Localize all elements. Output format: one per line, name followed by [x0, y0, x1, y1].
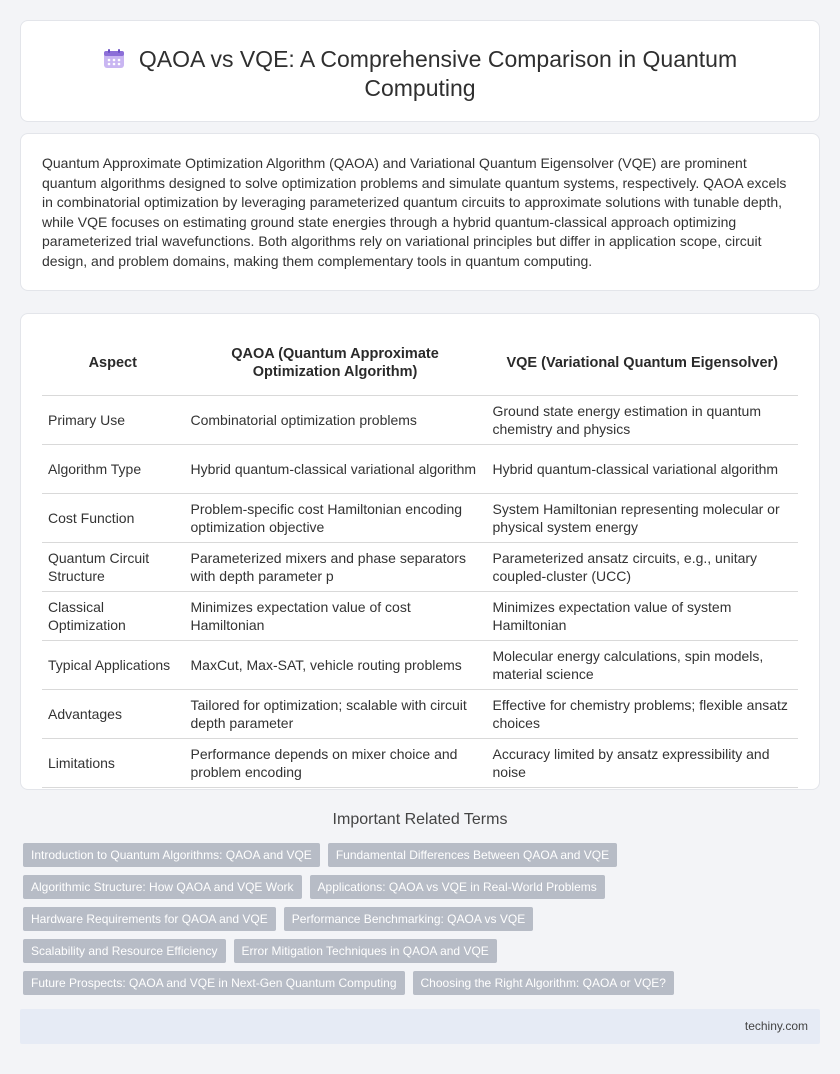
related-term-tag[interactable]: Choosing the Right Algorithm: QAOA or VQE?	[413, 971, 674, 995]
table-row	[42, 395, 798, 444]
comparison-table	[42, 332, 798, 788]
cell-vqe: System Hamiltonian representing molecular or physical system energy	[486, 493, 798, 542]
related-term-tag[interactable]: Hardware Requirements for QAOA and VQE	[23, 907, 276, 931]
comparison-table-card	[20, 313, 820, 790]
intro-card	[20, 133, 820, 291]
title-wrap	[21, 45, 819, 103]
cell-aspect: Classical Optimization	[42, 591, 184, 640]
footer-site-link[interactable]: techiny.com	[744, 1019, 808, 1033]
related-terms-list	[23, 843, 723, 995]
cell-vqe: Accuracy limited by ansatz expressibility and noise	[486, 738, 798, 787]
cell-vqe: Minimizes expectation value of system Hamiltonian	[486, 591, 798, 640]
header-vqe: VQE (Variational Quantum Eigensolver)	[486, 332, 798, 395]
cell-qaoa: MaxCut, Max-SAT, vehicle routing problems	[184, 640, 486, 689]
cell-qaoa: Problem-specific cost Hamiltonian encoding optimization objective	[184, 493, 486, 542]
related-term-tag[interactable]: Introduction to Quantum Algorithms: QAOA and VQE	[23, 843, 320, 867]
related-term-tag[interactable]: Error Mitigation Techniques in QAOA and VQE	[234, 939, 497, 963]
table-row	[42, 591, 798, 640]
header-card	[20, 20, 820, 122]
header-qaoa: QAOA (Quantum Approximate Optimization Algorithm)	[184, 332, 486, 395]
cell-qaoa: Minimizes expectation value of cost Hamiltonian	[184, 591, 486, 640]
calendar-icon	[103, 49, 125, 69]
cell-aspect: Primary Use	[42, 395, 184, 444]
cell-qaoa: Hybrid quantum-classical variational algorithm	[184, 444, 486, 493]
table-header-row	[42, 332, 798, 395]
cell-qaoa: Performance depends on mixer choice and problem encoding	[184, 738, 486, 787]
related-term-tag[interactable]: Applications: QAOA vs VQE in Real-World Problems	[310, 875, 605, 899]
related-term-tag[interactable]: Algorithmic Structure: How QAOA and VQE Work	[23, 875, 302, 899]
intro-paragraph: Quantum Approximate Optimization Algorithm (QAOA) and Variational Quantum Eigensolver (VQE) are prominent quantum algorithms designed to solve optimization problems and simulate quantum systems, respectively. QAOA excels in combinatorial optimization by leveraging parameterized quantum circuits to approximate solutions with tunable depth, while VQE focuses on estimating ground state energies through a hybrid quantum-classical approach optimizing parameterized trial wavefunctions. Both algorithms rely on variational principles but differ in application scope, circuit design, and problem domains, making them complementary tools in quantum computing.	[42, 155, 787, 269]
cell-aspect: Advantages	[42, 689, 184, 738]
cell-vqe: Hybrid quantum-classical variational algorithm	[486, 444, 798, 493]
page-title-text: QAOA vs VQE: A Comprehensive Comparison in Quantum Computing	[138, 46, 738, 101]
table-row	[42, 542, 798, 591]
cell-vqe: Parameterized ansatz circuits, e.g., unitary coupled-cluster (UCC)	[486, 542, 798, 591]
cell-aspect: Limitations	[42, 738, 184, 787]
cell-aspect: Quantum Circuit Structure	[42, 542, 184, 591]
related-term-tag[interactable]: Scalability and Resource Efficiency	[23, 939, 226, 963]
cell-aspect: Typical Applications	[42, 640, 184, 689]
table-row	[42, 738, 798, 787]
table-row	[42, 493, 798, 542]
cell-aspect: Algorithm Type	[42, 444, 184, 493]
cell-vqe: Ground state energy estimation in quantum chemistry and physics	[486, 395, 798, 444]
cell-aspect: Cost Function	[42, 493, 184, 542]
related-term-tag[interactable]: Performance Benchmarking: QAOA vs VQE	[284, 907, 533, 931]
cell-qaoa: Parameterized mixers and phase separators with depth parameter p	[184, 542, 486, 591]
cell-qaoa: Combinatorial optimization problems	[184, 395, 486, 444]
cell-vqe: Effective for chemistry problems; flexible ansatz choices	[486, 689, 798, 738]
table-row	[42, 689, 798, 738]
related-terms-title: Important Related Terms	[332, 811, 508, 828]
related-term-tag[interactable]: Future Prospects: QAOA and VQE in Next-Gen Quantum Computing	[23, 971, 405, 995]
page-title	[70, 45, 770, 103]
footer	[20, 1009, 820, 1044]
related-term-tag[interactable]: Fundamental Differences Between QAOA and VQE	[328, 843, 617, 867]
cell-qaoa: Tailored for optimization; scalable with circuit depth parameter	[184, 689, 486, 738]
table-row	[42, 640, 798, 689]
header-aspect: Aspect	[42, 332, 184, 395]
cell-vqe: Molecular energy calculations, spin models, material science	[486, 640, 798, 689]
table-row	[42, 444, 798, 493]
